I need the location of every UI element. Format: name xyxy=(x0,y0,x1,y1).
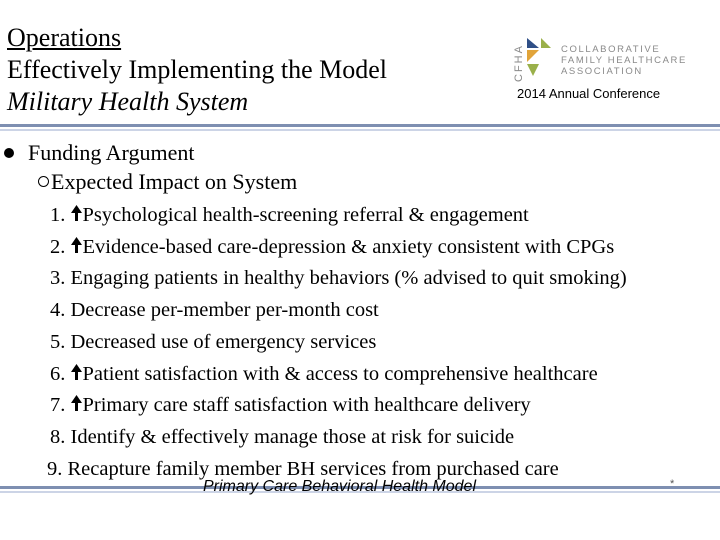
list-item-number: 9. xyxy=(47,457,63,480)
footer-marker: * xyxy=(670,478,675,490)
list-item xyxy=(50,263,627,295)
list-item xyxy=(50,200,627,232)
slide-title xyxy=(7,22,387,118)
sub-bullet-circle-icon xyxy=(38,176,49,187)
list-item-text: Identify & effectively manage those at risk for suicide xyxy=(70,425,515,448)
list-item xyxy=(50,327,627,359)
logo-word-3: ASSOCIATION xyxy=(561,66,643,77)
impact-list xyxy=(47,200,627,485)
up-arrow-icon xyxy=(71,395,82,411)
bullet-dot-icon xyxy=(4,148,14,158)
list-item-number: 1. xyxy=(50,204,66,226)
list-item-text: Evidence-based care-depression & anxiety consistent with CPGs xyxy=(82,235,615,258)
sub-bullet-text: Expected Impact on System xyxy=(51,169,298,194)
logo-word-1: COLLABORATIVE xyxy=(561,44,661,55)
list-item-number: 2. xyxy=(50,235,66,258)
bullet-text: Funding Argument xyxy=(28,140,195,165)
list-item-number: 8. xyxy=(50,425,66,448)
logo-word-2: FAMILY HEALTHCARE xyxy=(561,55,687,66)
list-item xyxy=(50,359,627,391)
list-item xyxy=(50,390,627,422)
up-arrow-icon xyxy=(71,364,82,380)
list-item xyxy=(50,422,627,454)
list-item-text: Decreased use of emergency services xyxy=(70,330,377,353)
list-item-text: Primary care staff satisfaction with healthcare delivery xyxy=(82,394,531,417)
up-arrow-icon xyxy=(71,205,82,221)
list-item-text: Patient satisfaction with & access to comprehensive healthcare xyxy=(82,362,598,385)
title-subtitle: Effectively Implementing the Model xyxy=(7,55,388,84)
title-operations: Operations xyxy=(7,23,122,52)
footer-title: Primary Care Behavioral Health Model xyxy=(203,478,476,495)
list-item-number: 4. xyxy=(50,299,66,322)
list-item xyxy=(50,232,627,264)
list-item-text: Psychological health-screening referral & engagement xyxy=(82,204,529,226)
list-item-number: 7. xyxy=(50,394,66,417)
sub-bullet-expected-impact xyxy=(38,169,297,195)
cfha-mark-text: CFHA xyxy=(513,44,525,82)
bullet-funding-argument xyxy=(4,140,194,166)
list-item-text: Recapture family member BH services from purchased care xyxy=(67,457,559,480)
title-organization: Military Health System xyxy=(7,87,249,116)
conference-label: 2014 Annual Conference xyxy=(517,86,661,101)
list-item-number: 6. xyxy=(50,362,66,385)
list-item xyxy=(50,295,627,327)
header-divider xyxy=(0,124,720,131)
list-item-number: 3. xyxy=(50,267,66,290)
list-item-number: 5. xyxy=(50,330,66,353)
list-item-text: Engaging patients in healthy behaviors (% advised to quit smoking) xyxy=(70,267,627,290)
up-arrow-icon xyxy=(71,237,82,253)
cfha-logo-words xyxy=(561,44,687,77)
list-item-text: Decrease per-member per-month cost xyxy=(70,299,379,322)
